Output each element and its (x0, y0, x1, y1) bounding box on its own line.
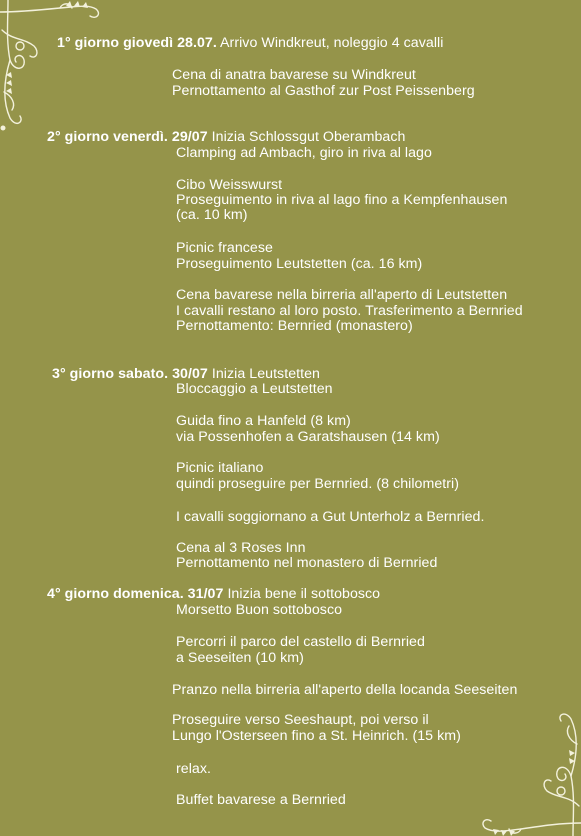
day-1-line: Cena di anatra bavarese su Windkreut (172, 67, 416, 83)
day-2-line: (ca. 10 km) (176, 207, 248, 223)
corner-flourish-icon (481, 711, 581, 836)
corner-flourish-icon (0, 0, 110, 140)
day-3-heading-date: 3° giorno sabato. 30/07 (52, 366, 208, 382)
day-3-line: Pernottamento nel monastero di Bernried (176, 555, 438, 571)
day-4-line: Buffet bavarese a Bernried (176, 792, 346, 808)
day-1-line: Pernottamento al Gasthof zur Post Peissenberg (172, 83, 475, 99)
day-4-heading (47, 586, 380, 602)
day-4-line: Pranzo nella birreria all'aperto della locanda Seeseiten (172, 682, 518, 698)
day-4-line: Proseguire verso Seeshaupt, poi verso il (172, 712, 429, 728)
day-2-heading-text: Inizia Schlossgut Oberambach (207, 129, 406, 145)
day-4-line: Morsetto Buon sottobosco (176, 602, 343, 618)
dot-ornament-icon (0, 124, 8, 132)
day-3-line: Bloccaggio a Leutstetten (176, 381, 333, 397)
day-4-line: a Seeseiten (10 km) (176, 650, 304, 666)
day-2-line: Clamping ad Ambach, giro in riva al lago (176, 145, 432, 161)
day-3-line: quindi proseguire per Bernried. (8 chilometri) (176, 476, 460, 492)
day-2-line: I cavalli restano al loro posto. Trasferimento a Bernried (176, 303, 523, 319)
day-2-heading-date: 2° giorno venerdì. 29/07 (47, 129, 208, 145)
day-4-heading-text: Inizia bene il sottobosco (223, 586, 381, 602)
day-2-heading (47, 129, 405, 145)
day-2-line: Proseguimento Leutstetten (ca. 16 km) (176, 256, 423, 272)
day-4-line: Lungo l'Osterseen fino a St. Heinrich. (15 km) (172, 728, 461, 744)
day-3-heading (52, 366, 320, 382)
day-3-line: Picnic italiano (176, 460, 264, 476)
day-2-line: Picnic francese (176, 240, 273, 256)
day-3-heading-text: Inizia Leutstetten (207, 366, 321, 382)
day-2-line: Cibo Weisswurst (176, 177, 283, 193)
day-3-line: via Possenhofen a Garatshausen (14 km) (176, 429, 440, 445)
day-4-line: relax. (176, 761, 211, 777)
day-3-line: I cavalli soggiornano a Gut Unterholz a Bernried. (176, 509, 485, 525)
day-2-line: Pernottamento: Bernried (monastero) (176, 318, 413, 334)
day-3-line: Cena al 3 Roses Inn (176, 540, 306, 556)
day-3-line: Guida fino a Hanfeld (8 km) (176, 413, 351, 429)
day-2-line: Proseguimento in riva al lago fino a Kempfenhausen (176, 192, 508, 208)
day-4-heading-date: 4° giorno domenica. 31/07 (47, 586, 224, 602)
day-1-heading-date: 1° giorno giovedì 28.07. (57, 35, 217, 51)
day-1-heading (57, 35, 443, 51)
day-4-line: Percorri il parco del castello di Bernried (176, 634, 425, 650)
day-2-line: Cena bavarese nella birreria all'aperto di Leutstetten (176, 287, 508, 303)
day-1-heading-text: Arrivo Windkreut, noleggio 4 cavalli (216, 35, 444, 51)
